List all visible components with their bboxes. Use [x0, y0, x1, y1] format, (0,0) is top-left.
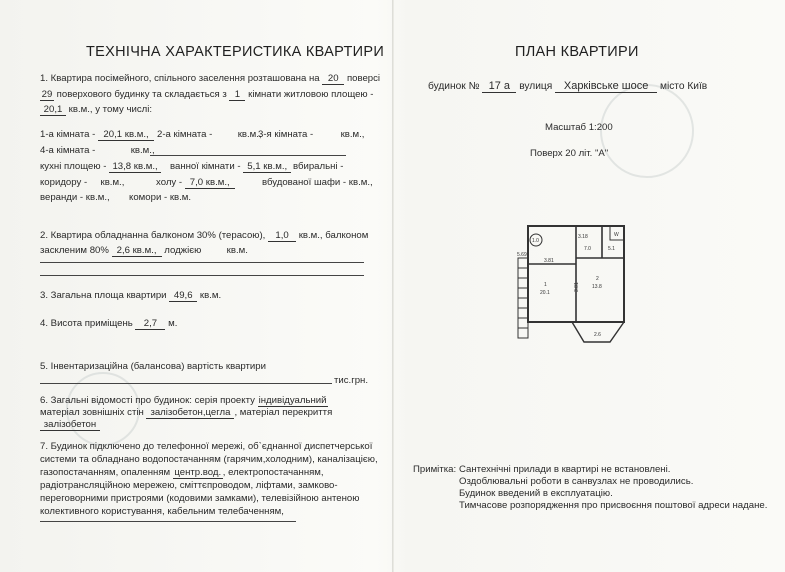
- page-fold: [392, 0, 394, 572]
- plan-balcony1: 1.0: [532, 238, 539, 244]
- s1-line3: 20,1 кв.м., у тому числі:: [40, 104, 152, 116]
- s7-line5: переговорними пристроями (кодовими замками), телевізійною антеною: [40, 493, 360, 504]
- s1-line1: 1. Квартира посімейного, спільного заселення розташована на 20 поверсі: [40, 73, 381, 84]
- note-1: Сантехнічні прилади в квартирі не встановлені.: [459, 464, 671, 475]
- s7-line2: системи та обладнано водопостачанням (гарячим,холодним), каналізацією,: [40, 454, 378, 465]
- plan-balcony2: 2.6: [594, 332, 601, 338]
- s6-line2: матеріал зовнішніх стін залізобетон,цегла , матеріал перекриття: [40, 407, 333, 418]
- room4-blank-line: [150, 155, 346, 156]
- floor-plan: [514, 218, 632, 350]
- bath-value: 5,1 кв.м.,: [243, 161, 291, 173]
- wardrobe-field: вбудованої шафи - кв.м.,: [262, 177, 373, 188]
- s7-blank-line: [40, 521, 296, 522]
- scale-label: Масштаб 1:200: [545, 122, 613, 133]
- veranda-row: веранди - кв.м., комори - кв.м.: [40, 192, 192, 203]
- value-unit: тис.грн.: [334, 375, 369, 386]
- living-area-value: 20,1: [40, 104, 66, 116]
- s6-line1: 6. Загальні відомості про будинок: серія проекту індивідуальний: [40, 395, 327, 406]
- s7-line4: радіотрансляційною мережею, сміттєпроводом, ліфтами, замково-: [40, 480, 338, 491]
- s2-blank-line-1: [40, 262, 364, 263]
- hall-value: 7,0 кв.м.,: [185, 177, 235, 189]
- corridor-row: коридору - кв.м.,: [40, 177, 125, 188]
- series-value: індивідуальний: [258, 395, 327, 406]
- room2-field: 2-а кімната - кв.м.,: [157, 129, 262, 140]
- note-3: Будинок введений в експлуатацію.: [459, 488, 613, 499]
- rooms-row-1: 1-а кімната - 20,1 кв.м.,: [40, 129, 154, 141]
- height-value: 2,7: [135, 318, 165, 330]
- plan-dim4: 3.81: [574, 282, 580, 292]
- value-row: 5. Інвентаризаційна (балансова) вартість квартири: [40, 361, 266, 372]
- rooms-value: 1: [229, 89, 245, 101]
- room4-field: 4-а кімната - кв.м.,: [40, 145, 155, 156]
- balcony80-value: 2,6 кв.м.,: [112, 245, 162, 257]
- right-page-title: ПЛАН КВАРТИРИ: [515, 44, 639, 60]
- plan-dim2: 3.81: [544, 258, 554, 264]
- street-name: Харківське шосе: [555, 81, 657, 93]
- heating-value: центр.вод.: [174, 467, 222, 478]
- plan-room3-area: 7.0: [584, 246, 591, 252]
- s7-line3: газопостачанням, опаленням центр.вод. , електропостачанням,: [40, 467, 324, 478]
- s2-line2: засклeним 80% 2,6 кв.м., лоджією кв.м.: [40, 245, 248, 256]
- kitchen-value: 13,8 кв.м.,: [109, 161, 161, 173]
- plan-room2-area: 13.8: [592, 284, 602, 290]
- s1-line2: 29 поверхового будинку та складається з 1 кімнати житловою площею -: [41, 89, 374, 100]
- plan-room1-area: 20.1: [540, 290, 550, 296]
- plan-room1-label: 1: [544, 282, 547, 288]
- plan-room2-label: 2: [596, 276, 599, 282]
- s7-line1: 7. Будинок підключено до телефонної мережі, об`єднанної диспетчерської: [40, 441, 373, 452]
- plan-wc-label: W: [614, 232, 619, 238]
- height-row: 4. Висота приміщень 2,7 м.: [40, 318, 178, 329]
- floor-label: Поверх 20 літ. "А": [530, 148, 609, 159]
- note-2: Оздоблювальні роботи в санвузлах не проводились.: [459, 476, 694, 487]
- hall-field: холу - 7,0 кв.м.,: [156, 177, 235, 189]
- left-page-title: ТЕХНІЧНА ХАРАКТЕРИСТИКА КВАРТИРИ: [86, 44, 385, 60]
- balcony30-value: 1,0: [268, 230, 296, 242]
- s2-blank-line-2: [40, 275, 364, 276]
- floor-value: 20: [322, 73, 344, 85]
- faint-stamp-right: [600, 84, 694, 178]
- plan-dim3: 5.69: [517, 252, 527, 258]
- room1-value: 20,1 кв.м.,: [98, 129, 154, 141]
- value-blank-line: [40, 383, 332, 384]
- plan-dim1: 3.18: [578, 234, 588, 240]
- house-number: 17 а: [482, 81, 516, 93]
- s6-line3: [40, 419, 100, 431]
- address-line: будинок № 17 а вулиця Харківське шосе місто Київ: [428, 80, 708, 92]
- bath-field: ванної кімнати - 5,1 кв.м.,: [170, 161, 291, 173]
- total-area-row: 3. Загальна площа квартири 49,6 кв.м.: [40, 290, 222, 301]
- room3-field: 3-я кімната - кв.м.,: [258, 129, 365, 140]
- note-4: Тимчасове розпорядження про присвоєння поштової адреси надане.: [459, 500, 768, 511]
- toilet-field: вбиральні -: [293, 161, 344, 172]
- plan-bath-area: 5.1: [608, 246, 615, 252]
- kitchen-row: кухні площею - 13,8 кв.м.,: [40, 161, 161, 173]
- floors-total-value: 29: [41, 89, 53, 100]
- walls-value: залізобетон,цегла: [146, 407, 234, 419]
- s2-line1: 2. Квартира обладнанна балконом 30% (терасою), 1,0 кв.м., балконом: [40, 230, 369, 241]
- total-area-value: 49,6: [169, 290, 197, 302]
- s7-line6: колективного користування, кабельним телебаченням,: [40, 506, 284, 517]
- note-label: Примітка:: [413, 464, 457, 475]
- floors-material-value: залізобетон: [40, 419, 100, 431]
